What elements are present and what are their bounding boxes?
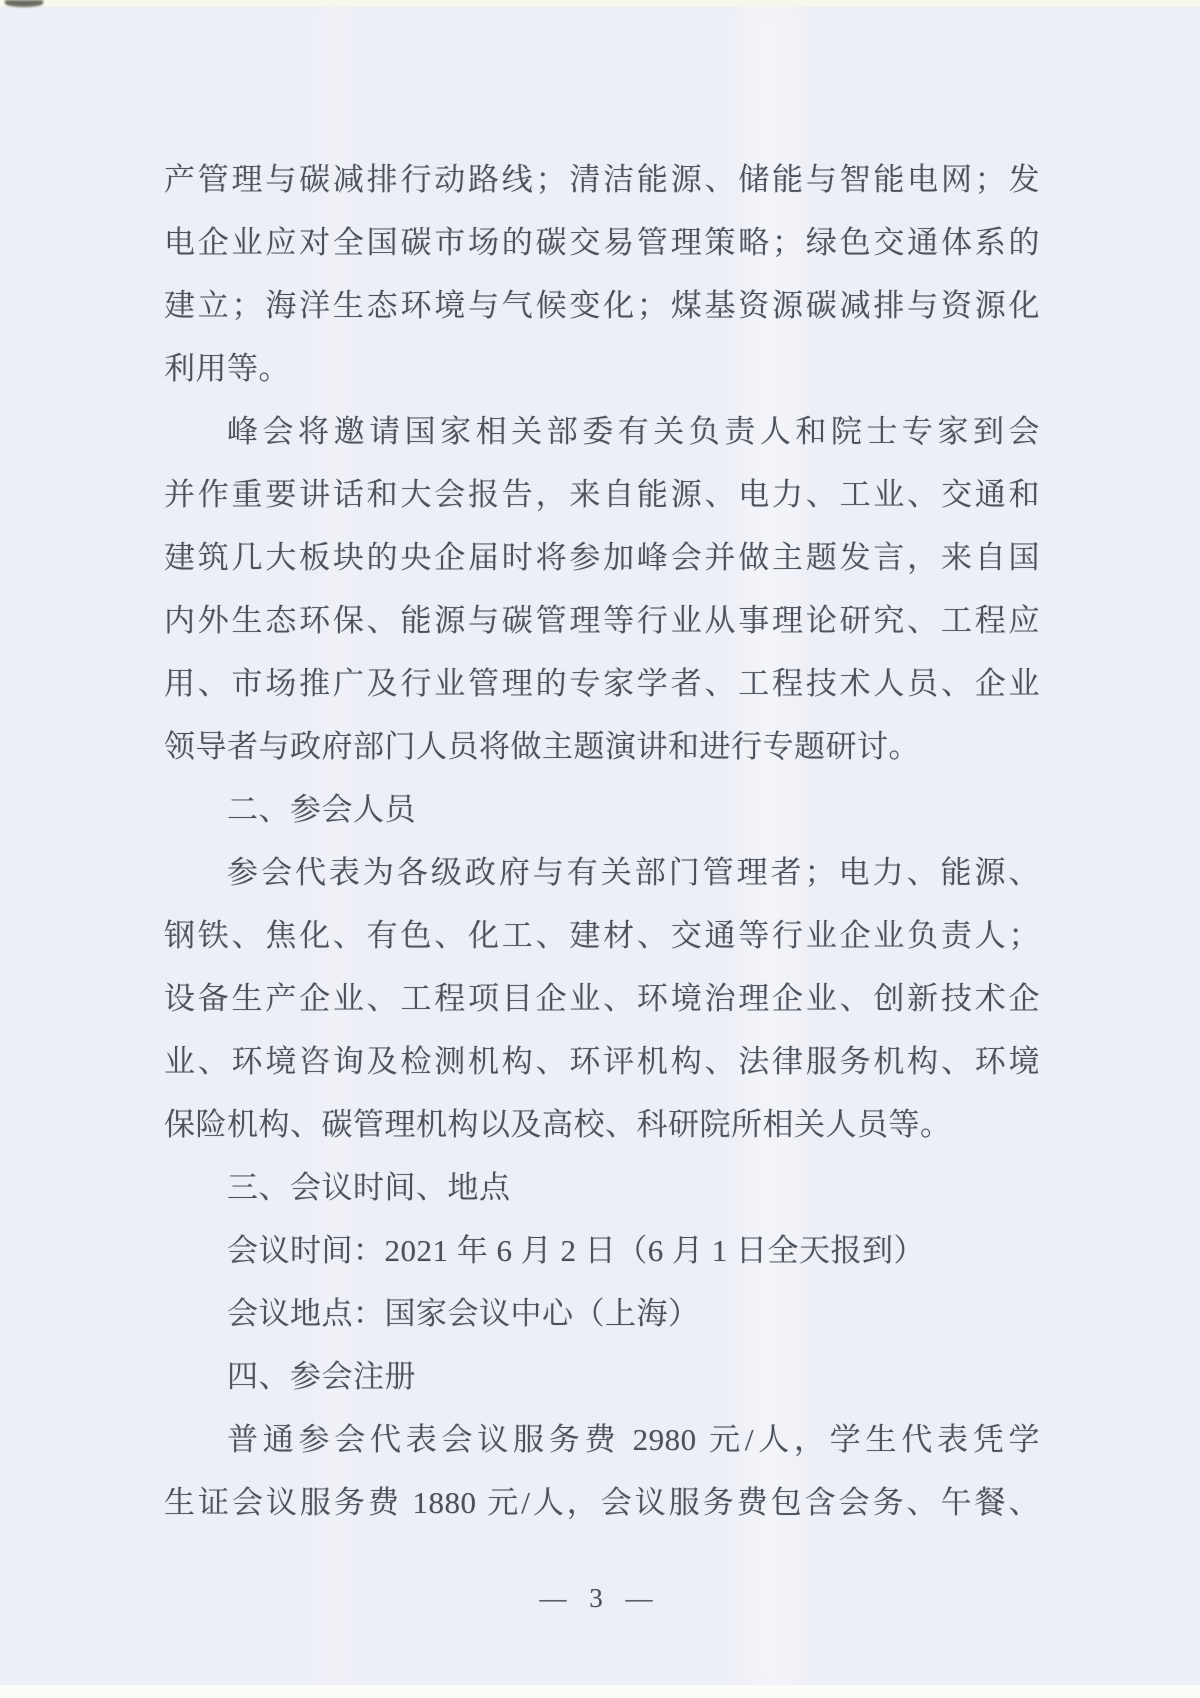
scan-bottom-edge xyxy=(0,1685,1200,1698)
scan-blemish-mark xyxy=(5,0,43,7)
text-line: 业、环境咨询及检测机构、环评机构、法律服务机构、环境 xyxy=(164,1044,1040,1079)
text-line: 普通参会代表会议服务费 2980 元/人，学生代表凭学 xyxy=(227,1422,1040,1457)
text-line: 建筑几大板块的央企届时将参加峰会并做主题发言，来自国 xyxy=(164,540,1040,575)
text-line: 产管理与碳减排行动路线；清洁能源、储能与智能电网；发 xyxy=(164,162,1040,197)
scan-top-edge xyxy=(0,0,1200,7)
text-line: 用、市场推广及行业管理的专家学者、工程技术人员、企业 xyxy=(164,666,1040,701)
section-heading: 三、会议时间、地点 xyxy=(227,1170,511,1205)
text-line: 内外生态环保、能源与碳管理等行业从事理论研究、工程应 xyxy=(164,603,1040,638)
section-heading: 四、参会注册 xyxy=(227,1359,416,1394)
text-line: 建立；海洋生态环境与气候变化；煤基资源碳减排与资源化 xyxy=(164,288,1040,323)
text-line: 并作重要讲话和大会报告，来自能源、电力、工业、交通和 xyxy=(164,477,1040,512)
text-line: 会议时间：2021 年 6 月 2 日（6 月 1 日全天报到） xyxy=(227,1233,925,1268)
text-line: 设备生产企业、工程项目企业、环境治理企业、创新技术企 xyxy=(164,981,1040,1016)
text-line: 钢铁、焦化、有色、化工、建材、交通等行业企业负责人； xyxy=(164,918,1040,953)
text-line: 保险机构、碳管理机构以及高校、科研院所相关人员等。 xyxy=(164,1107,952,1142)
document-text-block xyxy=(164,148,1040,1534)
text-line: 领导者与政府部门人员将做主题演讲和进行专题研讨。 xyxy=(164,729,920,764)
text-line: 利用等。 xyxy=(164,351,290,386)
text-line: 峰会将邀请国家相关部委有关负责人和院士专家到会 xyxy=(227,414,1040,449)
page-number: — 3 — xyxy=(539,1583,661,1613)
text-line: 生证会议服务费 1880 元/人，会议服务费包含会务、午餐、 xyxy=(164,1485,1040,1520)
text-line: 参会代表为各级政府与有关部门管理者；电力、能源、 xyxy=(227,855,1040,890)
text-line: 电企业应对全国碳市场的碳交易管理策略；绿色交通体系的 xyxy=(164,225,1040,260)
text-line: 会议地点：国家会议中心（上海） xyxy=(227,1296,700,1331)
section-heading: 二、参会人员 xyxy=(227,792,416,827)
